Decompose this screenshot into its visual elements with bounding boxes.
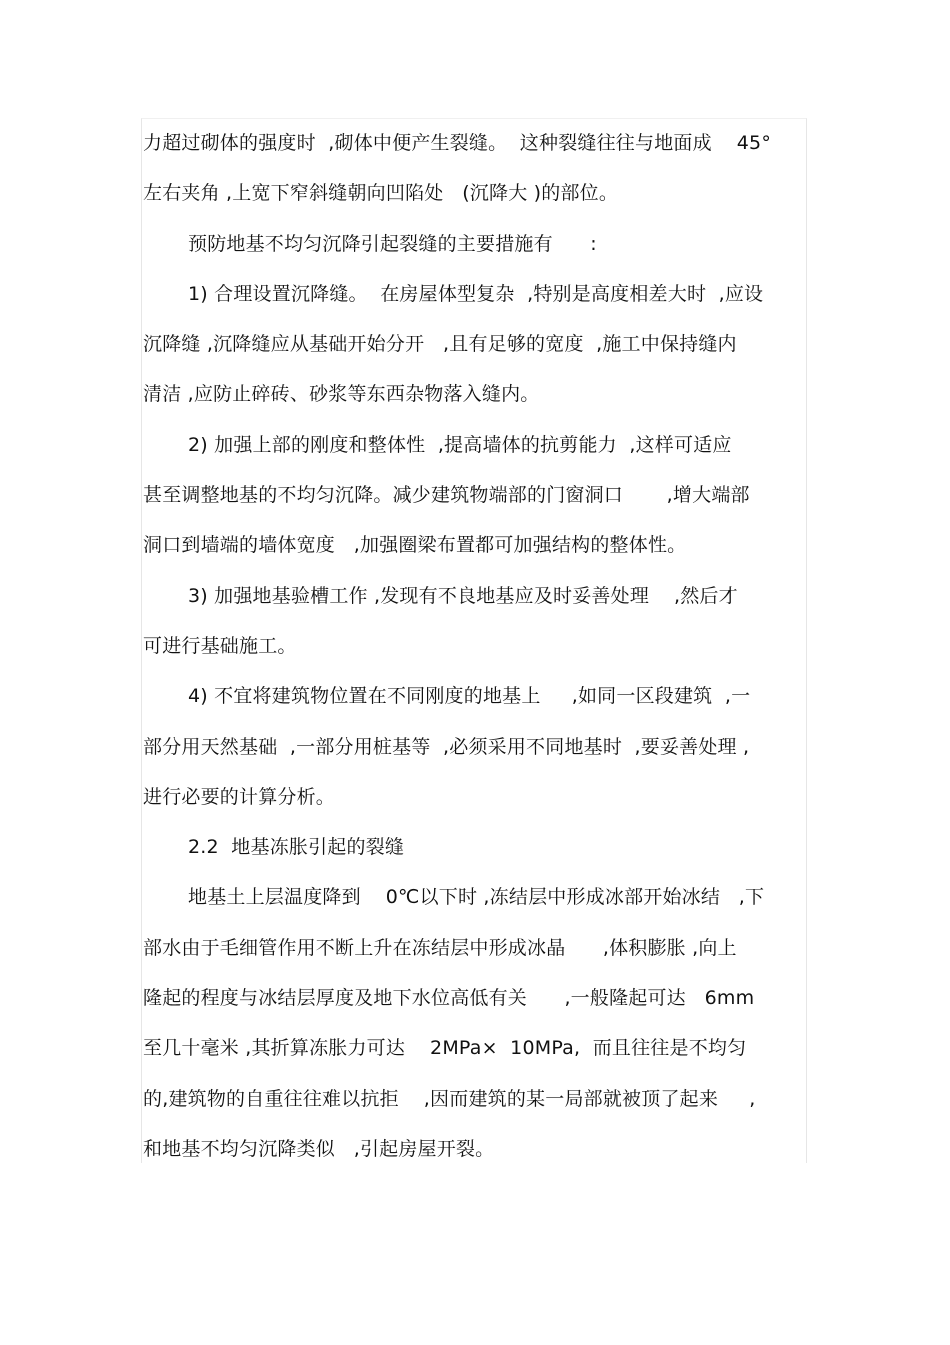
text-line: 隆起的程度与冰结层厚度及地下水位高低有关 ,一般隆起可达 6mm bbox=[143, 987, 755, 1010]
list-item-3: 3) 加强地基验槽工作 ,发现有不良地基应及时妥善处理 ,然后才 bbox=[188, 584, 738, 607]
list-item-1: 1) 合理设置沉降缝。 在房屋体型复杂 ,特别是高度相差大时 ,应设 bbox=[188, 282, 764, 305]
text-line: 的,建筑物的自重往往难以抗拒 ,因而建筑的某一局部就被顶了起来 , bbox=[143, 1087, 756, 1110]
text-line: 洞口到墙端的墙体宽度 ,加强圈梁布置都可加强结构的整体性。 bbox=[143, 534, 687, 557]
text-line: 清洁 ,应防止碎砖、砂浆等东西杂物落入缝内。 bbox=[143, 383, 540, 406]
text-line: 进行必要的计算分析。 bbox=[143, 785, 336, 808]
text-line: 部水由于毛细管作用不断上升在冻结层中形成冰晶 ,体积膨胀 ,向上 bbox=[143, 936, 737, 959]
paragraph-start: 地基土上层温度降到 0℃以下时 ,冻结层中形成冰部开始冰结 ,下 bbox=[188, 886, 765, 909]
text-line: 沉降缝 ,沉降缝应从基础开始分开 ,且有足够的宽度 ,施工中保持缝内 bbox=[143, 333, 737, 356]
section-heading: 2.2 地基冻胀引起的裂缝 bbox=[188, 836, 405, 859]
text-line: 可进行基础施工。 bbox=[143, 634, 297, 657]
text-line: 力超过砌体的强度时 ,砌体中便产生裂缝。 这种裂缝往往与地面成 45° bbox=[143, 132, 772, 154]
text-line: 和地基不均匀沉降类似 ,引起房屋开裂。 bbox=[143, 1137, 495, 1160]
list-item-2: 2) 加强上部的刚度和整体性 ,提高墙体的抗剪能力 ,这样可适应 bbox=[188, 433, 732, 456]
paragraph-intro: 预防地基不均匀沉降引起裂缝的主要措施有 : bbox=[188, 232, 597, 255]
text-line: 部分用天然基础 ,一部分用桩基等 ,必须采用不同地基时 ,要妥善处理 , bbox=[143, 735, 750, 758]
text-line: 甚至调整地基的不均匀沉降。减少建筑物端部的门窗洞口 ,增大端部 bbox=[143, 484, 750, 507]
text-line: 至几十毫米 ,其折算冻胀力可达 2MPa× 10MPa, 而且往往是不均匀 bbox=[143, 1037, 747, 1060]
document-body bbox=[143, 118, 809, 1174]
list-item-4: 4) 不宜将建筑物位置在不同刚度的地基上 ,如同一区段建筑 ,一 bbox=[188, 685, 751, 708]
text-line: 左右夹角 ,上宽下窄斜缝朝向凹陷处 (沉降大 )的部位。 bbox=[143, 182, 619, 205]
